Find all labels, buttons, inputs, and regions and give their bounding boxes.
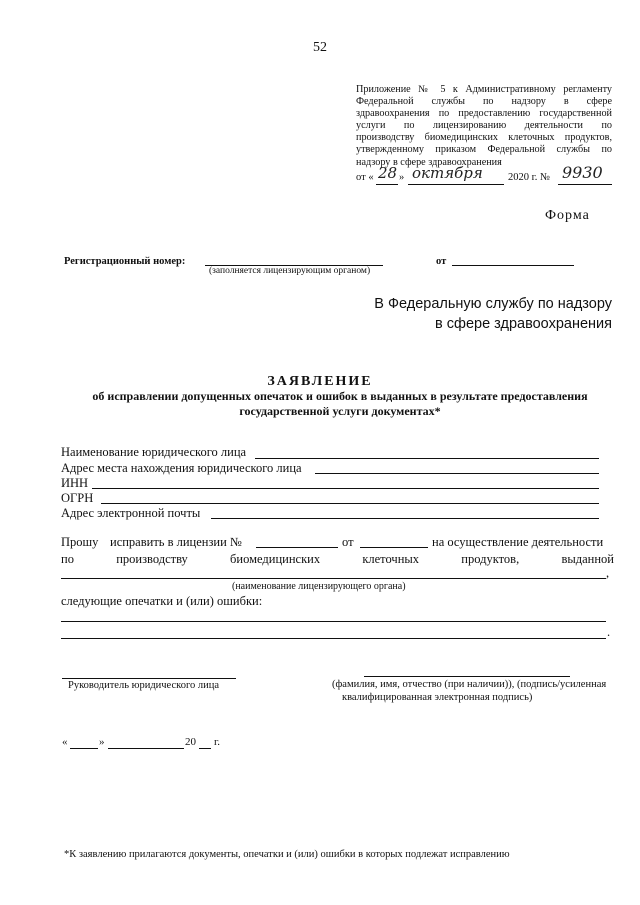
recipient [340,294,612,334]
org-name-label: Наименование юридического лица [61,445,247,459]
date-year-field[interactable] [199,748,211,749]
authority-note: (наименование лицензирующего органа) [232,581,406,592]
org-name-field[interactable] [255,458,599,459]
request-line-2-word: биомедицинских [230,552,321,566]
order-number: 9930 [562,163,603,182]
authority-comma: , [606,566,610,580]
errors-field-line-1[interactable] [61,621,606,622]
order-date-year: 2020 г. № [508,172,551,183]
inn-field[interactable] [92,488,599,489]
signature-note-line-2: квалифицированная электронная подпись) [342,692,533,703]
footnote: *К заявлению прилагаются документы, опечатки и (или) ошибки в которых подлежат исправлению [64,849,510,860]
request-word-2: исправить в лицензии № [110,535,242,549]
authority-name-field[interactable] [61,578,606,579]
name-signature-line[interactable] [364,676,570,677]
errors-period: . [607,625,611,639]
address-label: Адрес места нахождения юридического лица [61,461,302,475]
errors-field-line-2[interactable] [61,638,606,639]
date-month-field[interactable] [108,748,184,749]
registration-note: (заполняется лицензирующим органом) [209,266,371,276]
license-number-field[interactable] [256,547,338,548]
page-number: 52 [313,40,327,55]
recipient-line-2: в сфере здравоохранения [435,316,612,332]
request-line-2 [61,552,614,567]
recipient-line-1: В Федеральную службу по надзору [374,296,612,312]
appendix-line: утвержденному приказом Федеральной службы по [356,144,612,156]
subtitle-line-1: об исправлении допущенных опечаток и ошибок в выданных в результате предоставления [92,389,588,403]
address-field[interactable] [315,473,599,474]
email-field[interactable] [211,518,599,519]
ogrn-field[interactable] [101,503,599,504]
date-close-quote: » [99,736,105,748]
registration-date-field[interactable] [452,265,574,266]
license-date-field[interactable] [360,547,428,548]
head-signature-line[interactable] [62,678,236,679]
order-date-day: 28 [378,164,398,182]
errors-label: следующие опечатки и (или) ошибки: [61,594,263,608]
request-word-1: Прошу [61,535,99,549]
appendix-line: производству биомедицинских клеточных продуктов, [356,132,612,144]
head-label: Руководитель юридического лица [68,680,220,691]
inn-label: ИНН [61,476,89,490]
request-line-2-word: по [61,552,74,566]
document-subtitle [40,389,640,419]
date-day-field[interactable] [70,748,98,749]
date-suffix: г. [214,736,221,748]
order-date-month: октября [412,164,483,182]
date-open-quote: « [62,736,68,748]
email-label: Адрес электронной почты [61,506,201,520]
request-line-2-word: выданной [561,552,614,566]
appendix-line: услуги по лицензированию деятельности по [356,120,612,132]
request-line-2-word: производству [116,552,188,566]
appendix-line: здравоохранения по предоставлению государственной [356,108,612,120]
request-word-3: от [342,535,354,549]
document-title: ЗАЯВЛЕНИЕ [267,374,373,389]
order-date-sep: » [399,172,405,183]
registration-label: Регистрационный номер: [64,256,186,267]
request-line-2-word: клеточных [362,552,420,566]
subtitle-line-2: государственной услуги документах* [239,404,441,418]
request-word-4: на осуществление деятельности [432,535,604,549]
signature-note-line-1: (фамилия, имя, отчество (при наличии)), (подпись/усиленная [332,679,607,690]
registration-date-label: от [436,256,447,267]
ogrn-label: ОГРН [61,491,94,505]
appendix-line: Федеральной службы по надзору в сфере [356,96,612,108]
appendix-header [356,84,612,169]
order-date-prefix: от « [356,172,374,183]
signature-note [332,678,606,704]
form-label: Форма [545,208,590,223]
date-year: 20 [185,736,196,748]
appendix-line: Приложение № 5 к Административному регламенту [356,84,612,95]
request-line-2-word: продуктов, [461,552,520,566]
appendix-line: надзору в сфере здравоохранения [356,156,502,168]
